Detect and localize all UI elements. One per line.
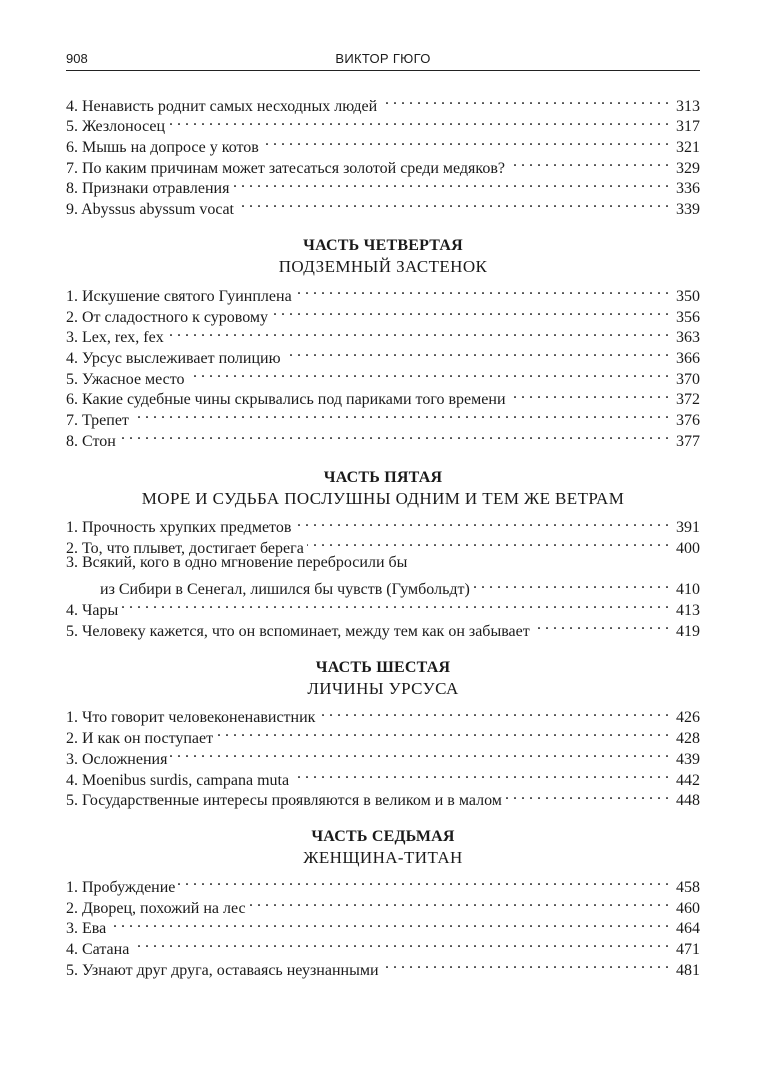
toc-entry [66, 615, 700, 640]
toc-part-section [66, 827, 700, 979]
toc-entry-page: 481 [676, 961, 700, 979]
toc-entry-page: 317 [676, 118, 700, 136]
toc-entry-page: 400 [676, 540, 700, 557]
dot-leader [237, 193, 669, 214]
dot-leader [533, 615, 669, 636]
dot-leader [232, 173, 669, 194]
running-title-author: ВИКТОР ГЮГО [335, 51, 431, 66]
page-number: 908 [66, 51, 88, 66]
toc-entry-title: 2. Дворец, похожий на лес [66, 899, 246, 917]
toc-entry-title: 4. Moenibus surdis, campana muta [66, 771, 290, 789]
toc-entry [66, 512, 700, 537]
toc-entry-page: 439 [676, 750, 700, 768]
dot-leader [119, 425, 669, 446]
dot-leader [249, 892, 669, 913]
dot-leader [216, 722, 669, 743]
dot-leader [382, 954, 669, 975]
dot-leader [178, 871, 669, 892]
toc-entry-page: 391 [676, 519, 700, 537]
toc-entry-title: 4. Ненависть роднит самых несходных людей [66, 97, 378, 115]
toc-entry [66, 933, 700, 958]
toc-part-section [66, 468, 700, 640]
toc-entry-title: 1. Прочность хрупких предметов [66, 519, 292, 537]
toc-entry [66, 553, 700, 574]
dot-leader [284, 342, 669, 363]
toc-entry-page: 350 [676, 287, 700, 305]
toc-part-section [66, 658, 700, 810]
toc-entry [66, 574, 700, 599]
toc-entry-page: 366 [676, 349, 700, 367]
toc-entry-page: 419 [676, 622, 700, 640]
toc-entry-title: 5. Узнают друг друга, оставаясь неузнанными [66, 961, 379, 979]
part-subtitle: ПОДЗЕМНЫЙ ЗАСТЕНОК [278, 257, 488, 277]
toc-entry-page: 458 [676, 878, 700, 896]
toc-entry-title: 2. То, что плывет, достигает берега [66, 540, 304, 557]
toc-entry-page: 363 [676, 329, 700, 347]
toc-entry-page: 372 [676, 391, 700, 409]
toc-entry-title: 3. Lex, rex, fex [66, 329, 164, 347]
toc-entry [66, 702, 700, 727]
dot-leader [508, 152, 669, 173]
toc-entry-title: 2. И как он поступает [66, 730, 214, 748]
toc-entry-page: 329 [676, 159, 700, 177]
dot-leader [294, 512, 669, 533]
toc-entry [66, 425, 700, 450]
toc-entry-title: 2. От сладостного к суровому [66, 308, 269, 326]
toc-entry-page: 448 [676, 792, 700, 810]
toc-entry-title: 8. Стон [66, 432, 116, 450]
toc-entry-title: 3. Всякий, кого в одно мгновение перебросили бы [66, 554, 408, 571]
toc-entry-title: 1. Пробуждение [66, 878, 176, 896]
dot-leader [121, 594, 669, 615]
dot-leader [271, 301, 669, 322]
toc-entry-title: 5. Жезлоносец [66, 118, 166, 136]
toc-entry-title: 7. По каким причинам может затесаться золотой среди медяков? [66, 159, 506, 177]
toc-entry-title: 3. Ева [66, 920, 107, 938]
toc-entry-title: 4. Чары [66, 602, 119, 620]
dot-leader [505, 785, 669, 806]
dot-leader [132, 933, 669, 954]
toc-part-section [66, 236, 700, 450]
toc-entry-title: 7. Трепет [66, 411, 129, 429]
toc-entry-page: 356 [676, 308, 700, 326]
toc-entry-title: 3. Осложнения [66, 750, 168, 768]
dot-leader [109, 913, 669, 934]
table-of-contents [66, 90, 700, 979]
toc-entry-page: 442 [676, 771, 700, 789]
part-subtitle: МОРЕ И СУДЬБА ПОСЛУШНЫ ОДНИМ И ТЕМ ЖЕ ВЕТРАМ [141, 488, 625, 508]
part-title: ЧАСТЬ СЕДЬМАЯ [311, 828, 455, 846]
toc-entry [66, 954, 700, 979]
toc-entry-page: 339 [676, 201, 700, 219]
dot-leader [168, 111, 669, 132]
toc-intro-list [66, 90, 700, 219]
dot-leader [380, 90, 669, 111]
dot-leader [262, 131, 669, 152]
part-title: ЧАСТЬ ЧЕТВЕРТАЯ [303, 237, 463, 255]
toc-entry-page: 471 [676, 940, 700, 958]
toc-entry-title: 6. Какие судебные чины скрывались под париками того времени [66, 391, 506, 409]
toc-entry-page: 321 [676, 139, 700, 157]
toc-entry [66, 404, 700, 429]
dot-leader [292, 764, 669, 785]
toc-entry-page: 426 [676, 709, 700, 727]
dot-leader [509, 384, 670, 405]
toc-entry-title: 4. Урсус выслеживает полицию [66, 349, 281, 367]
toc-entry [66, 90, 700, 115]
dot-leader [295, 280, 669, 301]
dot-leader [473, 574, 669, 595]
toc-entry-page: 313 [676, 97, 700, 115]
toc-entry-page: 410 [676, 581, 700, 599]
part-subtitle: ЖЕНЩИНА-ТИТАН [303, 848, 463, 868]
toc-entry-title: 1. Что говорит человеконенавистник [66, 709, 316, 727]
dot-leader [132, 404, 669, 425]
toc-entry-page: 370 [676, 370, 700, 388]
running-header [66, 48, 700, 71]
toc-entry-title: 5. Ужасное место [66, 370, 185, 388]
part-subtitle: ЛИЧИНЫ УРСУСА [307, 678, 459, 698]
toc-entry [66, 913, 700, 938]
toc-entry-title: из Сибири в Сенегал, лишился бы чувств (Гумбольдт) [100, 581, 470, 599]
toc-entry-page: 376 [676, 411, 700, 429]
toc-entry-page: 336 [676, 180, 700, 198]
toc-entry-page: 428 [676, 730, 700, 748]
part-title: ЧАСТЬ ПЯТАЯ [323, 468, 443, 486]
dot-leader [318, 702, 669, 723]
dot-leader [170, 743, 669, 764]
toc-sections [66, 236, 700, 979]
toc-entry [66, 871, 700, 896]
toc-entry-title: 9. Abyssus abyssum vocat [66, 201, 234, 219]
toc-entry-title: 8. Признаки отравления [66, 180, 230, 198]
toc-entry-page: 377 [676, 432, 700, 450]
toc-entry-title: 5. Человеку кажется, что он вспоминает, между тем как он забывает [66, 622, 530, 640]
toc-entry-page: 464 [676, 920, 700, 938]
toc-entry-title: 1. Искушение святого Гуинплена [66, 287, 292, 305]
toc-entry-title: 4. Сатана [66, 940, 130, 958]
part-title: ЧАСТЬ ШЕСТАЯ [315, 658, 451, 676]
toc-entry-page: 413 [676, 602, 700, 620]
toc-entry-page: 460 [676, 899, 700, 917]
toc-entry [66, 594, 700, 620]
toc-entry-title: 5. Государственные интересы проявляются в великом и в малом [66, 792, 502, 810]
dot-leader [167, 322, 669, 343]
dot-leader [307, 532, 669, 553]
toc-entry-title: 6. Мышь на допросе у котов [66, 139, 259, 157]
dot-leader [188, 363, 669, 384]
toc-entry [66, 280, 700, 305]
